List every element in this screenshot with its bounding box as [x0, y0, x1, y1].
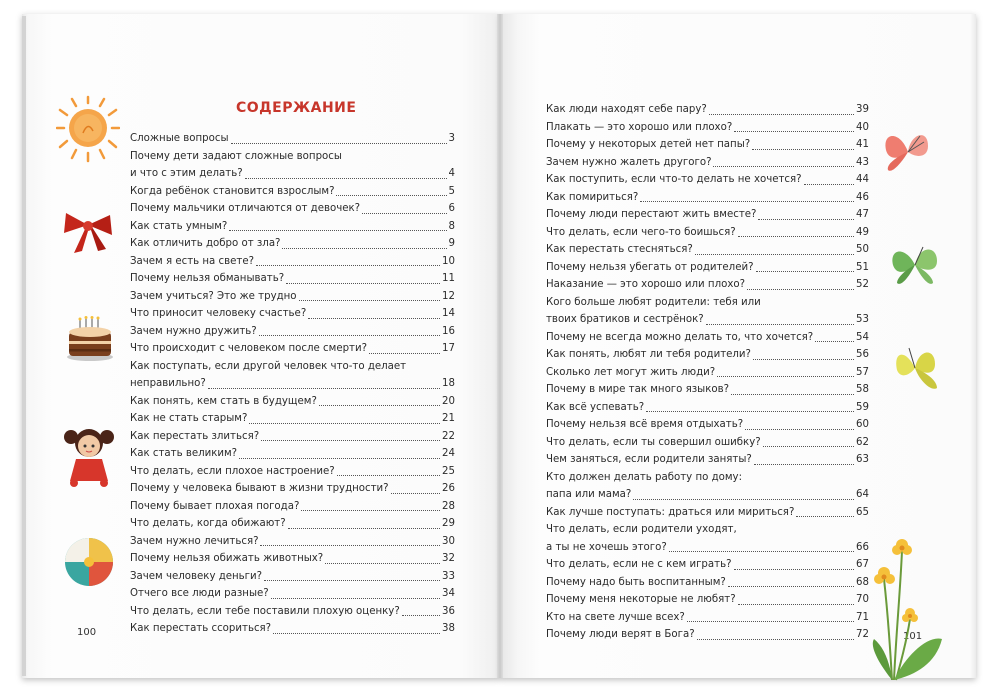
toc-entry — [546, 364, 869, 382]
toc-entry — [130, 410, 455, 428]
toc-entry — [546, 154, 869, 172]
toc-entry-title: Сколько лет могут жить люди? — [546, 366, 716, 378]
toc-entry-title: Почему нельзя обманывать? — [130, 273, 285, 284]
dot-leader — [369, 353, 440, 354]
toc-entry — [130, 288, 455, 306]
dot-leader — [264, 580, 440, 581]
toc-entry-title: Как перестать стесняться? — [546, 244, 693, 255]
dot-leader — [734, 131, 854, 132]
toc-entry-page: 28 — [442, 500, 455, 512]
toc-entry-title: Как лучше поступать: драться или мириться? — [546, 506, 795, 518]
toc-entry — [546, 224, 869, 242]
toc-entry — [130, 445, 455, 463]
toc-entry-title-line: Как поступать, если другой человек что-то делает — [130, 360, 407, 372]
toc-entry-page: 63 — [856, 454, 869, 465]
toc-entry-title: Почему нельзя всё время отдыхать? — [546, 419, 744, 430]
toc-entry — [546, 469, 869, 504]
dot-leader — [754, 464, 854, 465]
toc-entry-page: 26 — [442, 483, 455, 494]
toc-entry-title: Отчего все люди разные? — [130, 588, 269, 599]
contents-title: СОДЕРЖАНИЕ — [236, 100, 357, 116]
yellow-butterfly-icon — [891, 340, 943, 396]
sun-icon — [56, 95, 120, 167]
toc-entry-page: 71 — [856, 611, 869, 623]
toc-entry — [546, 119, 869, 137]
toc-entry-title: Чем заняться, если родители заняты? — [546, 454, 752, 465]
dot-leader — [753, 359, 854, 360]
dot-leader — [738, 236, 854, 237]
toc-entry-page: 62 — [856, 436, 869, 448]
toc-entry-page: 34 — [442, 588, 455, 599]
toc-entry-title: Зачем нужно лечиться? — [130, 535, 259, 547]
toc-entry-title: Почему люди верят в Бога? — [546, 629, 695, 640]
toc-entry-title: Почему меня некоторые не любят? — [546, 594, 736, 605]
dot-leader — [231, 143, 447, 144]
dot-leader — [260, 545, 440, 546]
toc-entry-page: 59 — [856, 401, 869, 413]
toc-entry-page: 8 — [448, 220, 455, 232]
toc-entry — [546, 259, 869, 277]
toc-entry-title: Что делать, когда обижают? — [130, 518, 286, 529]
toc-entry-title: Почему не всегда можно делать то, что хочется? — [546, 331, 814, 343]
toc-entry-title: Зачем нужно дружить? — [130, 325, 257, 337]
dot-leader — [752, 149, 854, 150]
toc-entry — [130, 515, 455, 533]
toc-entry-page: 9 — [448, 238, 455, 249]
dot-leader — [804, 184, 854, 185]
dot-leader — [713, 166, 854, 167]
toc-entry-title: Почему мальчики отличаются от девочек? — [130, 203, 361, 214]
dot-leader — [697, 639, 854, 640]
toc-entry-page: 5 — [448, 185, 455, 197]
toc-entry-page: 22 — [442, 430, 455, 442]
dot-leader — [728, 586, 854, 587]
toc-entry-title: Сложные вопросы — [130, 133, 229, 144]
dot-leader — [706, 324, 854, 325]
toc-entry — [546, 101, 869, 119]
toc-entry-page: 39 — [856, 104, 869, 115]
toc-entry-title: Как перестать ссориться? — [130, 623, 272, 634]
toc-entry-title: Почему у человека бывают в жизни трудности? — [130, 483, 389, 494]
dot-leader — [669, 551, 854, 552]
dot-leader — [717, 376, 854, 377]
toc-entry-title: Как отличить добро от зла? — [130, 238, 281, 249]
toc-entry — [546, 399, 869, 417]
toc-entry — [546, 504, 869, 522]
toc-entry-title: Как не стать старым? — [130, 413, 248, 424]
toc-entry-page: 25 — [442, 465, 455, 477]
toc-entry-title-line: Почему дети задают сложные вопросы — [130, 150, 342, 162]
toc-entry-page: 58 — [856, 384, 869, 395]
toc-entry-page: 6 — [448, 203, 455, 214]
toc-entry — [546, 434, 869, 452]
toc-entry-title: Как перестать злиться? — [130, 430, 260, 442]
toc-entry — [546, 206, 869, 224]
toc-entry-page: 3 — [448, 133, 455, 144]
dot-leader — [763, 446, 854, 447]
dot-leader — [337, 475, 440, 476]
toc-entry-page: 17 — [442, 343, 455, 354]
dot-leader — [391, 493, 440, 494]
toc-entry — [130, 183, 455, 201]
dot-leader — [633, 499, 854, 500]
toc-entry-page: 50 — [856, 244, 869, 255]
dot-leader — [687, 621, 854, 622]
toc-entry-title: Почему у некоторых детей нет папы? — [546, 139, 751, 150]
toc-entry-page: 36 — [442, 605, 455, 617]
toc-entry-title: Плакать — это хорошо или плохо? — [546, 121, 733, 133]
toc-entry-page: 66 — [856, 541, 869, 553]
toc-entry — [130, 130, 455, 148]
toc-entry-title: Что происходит с человеком после смерти? — [130, 343, 368, 354]
toc-entry-title: Как стать умным? — [130, 220, 228, 232]
toc-entry-title: Почему надо быть воспитанным? — [546, 576, 726, 588]
dot-leader — [695, 254, 854, 255]
toc-entry-title: Зачем я есть на свете? — [130, 255, 255, 267]
toc-entry-title: Что делать, если чего-то боишься? — [546, 226, 736, 238]
toc-entry-page: 16 — [442, 325, 455, 337]
dot-leader — [259, 335, 440, 336]
toc-entry-page: 20 — [442, 395, 455, 407]
toc-entry — [546, 609, 869, 627]
toc-entry — [130, 550, 455, 568]
toc-entry-page: 21 — [442, 413, 455, 424]
dot-leader — [301, 510, 440, 511]
dot-leader — [402, 615, 440, 616]
toc-entry — [546, 451, 869, 469]
toc-entry-title: Почему нельзя убегать от родителей? — [546, 261, 754, 273]
dot-leader — [738, 604, 854, 605]
toc-entry — [130, 270, 455, 288]
dot-leader — [646, 411, 854, 412]
toc-entry-title: Как помириться? — [546, 191, 639, 203]
toc-entry — [130, 358, 455, 393]
toc-entry — [546, 626, 869, 644]
dot-leader — [734, 569, 855, 570]
toc-entry-title: Почему в мире так много языков? — [546, 384, 730, 395]
toc-entry-title: Как поступить, если что-то делать не хочется? — [546, 174, 802, 185]
toc-entry-title: Как всё успевать? — [546, 401, 645, 413]
toc-entry-page: 14 — [442, 308, 455, 319]
toc-entry-page: 60 — [856, 419, 869, 430]
toc-entry-page: 30 — [442, 535, 455, 547]
toc-entry-title: Почему люди перестают жить вместе? — [546, 209, 757, 220]
toc-entry-title: Зачем учиться? Это же трудно — [130, 290, 297, 302]
toc-entry-page: 65 — [856, 506, 869, 518]
toc-entry-page: 68 — [856, 576, 869, 588]
dot-leader — [282, 248, 446, 249]
toc-entry-page: 67 — [856, 559, 869, 570]
dot-leader — [229, 230, 446, 231]
toc-entry-page: 29 — [442, 518, 455, 529]
toc-entry-page: 33 — [442, 570, 455, 582]
toc-entry-page: 46 — [856, 191, 869, 203]
dot-leader — [731, 394, 854, 395]
toc-entry-page: 57 — [856, 366, 869, 378]
left-page-edge — [22, 16, 26, 676]
toc-entry — [546, 329, 869, 347]
dot-leader — [288, 528, 440, 529]
toc-entry — [546, 346, 869, 364]
toc-entry-page: 49 — [856, 226, 869, 238]
toc-left — [130, 130, 455, 638]
toc-entry-page: 32 — [442, 553, 455, 564]
toc-entry-title: а ты не хочешь этого? — [546, 541, 667, 553]
dot-leader — [745, 429, 854, 430]
dot-leader — [308, 318, 440, 319]
toc-entry-title: Наказание — это хорошо или плохо? — [546, 279, 745, 290]
dot-leader — [273, 633, 440, 634]
toc-entry-title: Что приносит человеку счастье? — [130, 308, 307, 319]
dot-leader — [640, 201, 854, 202]
toc-entry-title: Что делать, если не с кем играть? — [546, 559, 732, 570]
toc-entry — [546, 276, 869, 294]
toc-entry-title: неправильно? — [130, 378, 206, 389]
toc-entry-title: Что делать, если плохое настроение? — [130, 465, 335, 477]
dot-leader — [756, 271, 855, 272]
toc-entry-page: 44 — [856, 174, 869, 185]
toc-entry-title: Как люди находят себе пару? — [546, 104, 707, 115]
toc-entry — [130, 463, 455, 481]
toc-entry-page: 51 — [856, 261, 869, 273]
toc-entry — [130, 218, 455, 236]
toc-entry-title: Кто на свете лучше всех? — [546, 611, 685, 623]
dot-leader — [336, 195, 446, 196]
toc-entry-title: Как стать великим? — [130, 448, 238, 459]
toc-entry — [546, 241, 869, 259]
toc-entry-page: 54 — [856, 331, 869, 343]
toc-entry-title: Как понять, кем стать в будущем? — [130, 395, 317, 407]
toc-entry — [130, 200, 455, 218]
toc-entry-page: 38 — [442, 623, 455, 634]
toc-entry — [546, 416, 869, 434]
doll-icon — [62, 425, 116, 487]
toc-entry — [130, 620, 455, 638]
toc-entry — [130, 148, 455, 183]
toc-right — [546, 101, 869, 644]
toc-entry-page: 43 — [856, 156, 869, 168]
toc-entry — [546, 136, 869, 154]
dot-leader — [709, 114, 854, 115]
toc-entry-title-line: Кто должен делать работу по дому: — [546, 471, 742, 483]
toc-entry-page: 24 — [442, 448, 455, 459]
toc-entry — [546, 189, 869, 207]
dot-leader — [256, 265, 440, 266]
toc-entry — [546, 591, 869, 609]
page-number-left: 100 — [77, 627, 97, 638]
dot-leader — [271, 598, 440, 599]
toc-entry-page: 53 — [856, 314, 869, 325]
toc-entry — [130, 323, 455, 341]
toc-entry — [130, 393, 455, 411]
toc-entry-page: 10 — [442, 255, 455, 267]
toc-entry — [130, 253, 455, 271]
dot-leader — [299, 300, 440, 301]
toc-entry — [130, 305, 455, 323]
toc-entry-page: 12 — [442, 290, 455, 302]
toc-entry — [130, 603, 455, 621]
bow-icon — [62, 207, 114, 255]
dot-leader — [319, 405, 440, 406]
green-butterfly-icon — [887, 237, 943, 293]
toc-entry-title-line: Что делать, если родители уходят, — [546, 524, 737, 535]
dot-leader — [208, 388, 440, 389]
toc-entry-title: Зачем человеку деньги? — [130, 570, 263, 582]
page-number-right: 101 — [903, 631, 923, 642]
toc-entry-page: 52 — [856, 279, 869, 290]
toc-entry — [546, 381, 869, 399]
toc-entry-page: 18 — [442, 378, 455, 389]
flowers-icon — [866, 535, 948, 685]
toc-entry-page: 72 — [856, 629, 869, 640]
toc-entry — [130, 480, 455, 498]
dot-leader — [758, 219, 854, 220]
toc-entry-title: папа или мама? — [546, 489, 632, 500]
dot-leader — [245, 178, 447, 179]
toc-entry-page: 64 — [856, 489, 869, 500]
book-spine — [497, 14, 503, 678]
dot-leader — [362, 213, 446, 214]
toc-entry-page: 70 — [856, 594, 869, 605]
toc-entry-title: Когда ребёнок становится взрослым? — [130, 185, 335, 197]
toc-entry-title: Как понять, любят ли тебя родители? — [546, 349, 751, 360]
toc-entry — [130, 428, 455, 446]
ball-icon — [63, 536, 115, 588]
dot-leader — [249, 423, 440, 424]
dot-leader — [815, 341, 854, 342]
cake-icon — [66, 316, 114, 362]
toc-entry — [130, 235, 455, 253]
toc-entry-title: Что делать, если тебе поставили плохую оценку? — [130, 605, 400, 617]
dot-leader — [747, 289, 854, 290]
toc-entry-title: твоих братиков и сестрёнок? — [546, 314, 704, 325]
toc-entry-title: Что делать, если ты совершил ошибку? — [546, 436, 761, 448]
toc-entry-title-line: Кого больше любят родители: тебя или — [546, 296, 761, 308]
toc-entry — [130, 533, 455, 551]
toc-entry-title: Зачем нужно жалеть другого? — [546, 156, 712, 168]
toc-entry-page: 40 — [856, 121, 869, 133]
toc-entry — [130, 498, 455, 516]
toc-entry — [546, 171, 869, 189]
dot-leader — [286, 283, 440, 284]
dot-leader — [239, 458, 440, 459]
toc-entry — [130, 340, 455, 358]
toc-entry — [546, 556, 869, 574]
dot-leader — [261, 440, 440, 441]
toc-entry-page: 4 — [448, 168, 455, 179]
toc-entry-page: 11 — [442, 273, 455, 284]
toc-entry — [130, 585, 455, 603]
pink-butterfly-icon — [880, 124, 936, 180]
toc-entry-title: Почему нельзя обижать животных? — [130, 553, 324, 564]
toc-entry-page: 56 — [856, 349, 869, 360]
dot-leader — [796, 516, 854, 517]
toc-entry — [130, 568, 455, 586]
toc-entry-title: и что с этим делать? — [130, 168, 243, 179]
dot-leader — [325, 563, 440, 564]
toc-entry-page: 47 — [856, 209, 869, 220]
toc-entry — [546, 294, 869, 329]
toc-entry-title: Почему бывает плохая погода? — [130, 500, 300, 512]
toc-entry — [546, 521, 869, 556]
toc-entry — [546, 574, 869, 592]
toc-entry-page: 41 — [856, 139, 869, 150]
